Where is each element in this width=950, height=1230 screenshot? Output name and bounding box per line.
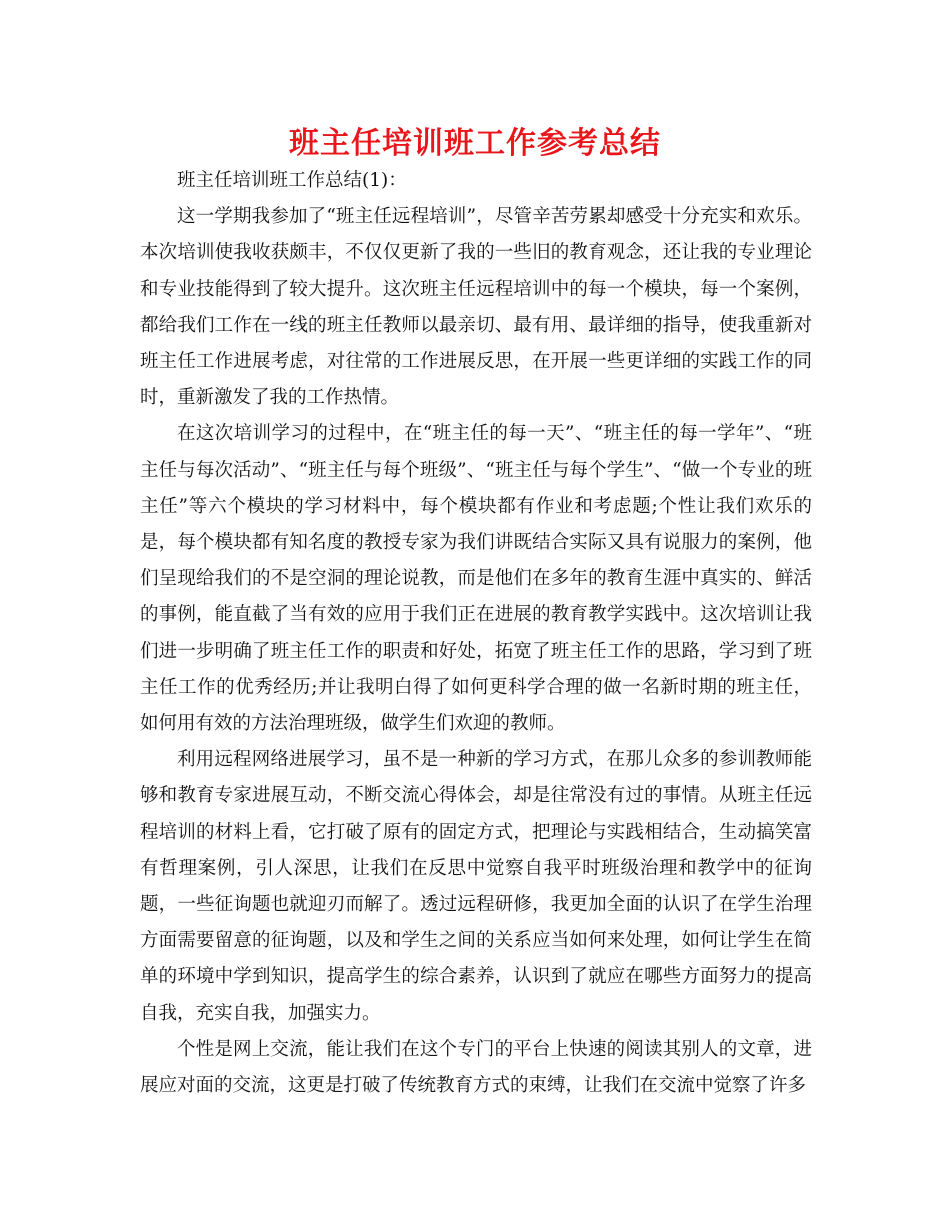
document-title: 班主任培训班工作参考总结 (289, 126, 661, 161)
paragraph-heading: 班主任培训班工作总结(1)： (177, 170, 407, 191)
paragraph: 这一学期我参加了“班主任远程培训”，尽管辛苦劳累却感受十分充实和欢乐。本次培训使我收获颇丰，不仅仅更新了我的一些旧的教育观念，还让我的专业理论和专业技能得到了较大提升。这次班主任远程培训中的每一个模块，每一个案例，都给我们工作在一线的班主任教师以最亲切、最有用、最详细的指导，使我重新对班主任工作进展考虑，对往常的工作进展反思，在开展一些更详细的实践工作的同时，重新激发了我的工作热情。 (140, 206, 812, 409)
paragraph: 个性是网上交流，能让我们在这个专门的平台上快速的阅读其别人的文章，进展应对面的交流，这更是打破了传统教育方式的束缚，让我们在交流中觉察了许多 (140, 1038, 812, 1097)
paragraph: 利用远程网络进展学习，虽不是一种新的学习方式，在那儿众多的参训教师能够和教育专家进展互动，不断交流心得体会，却是往常没有过的事情。从班主任远程培训的材料上看，它打破了原有的固定方式，把理论与实践相结合，生动搞笑富有哲理案例，引人深思，让我们在反思中觉察自我平时班级治理和教学中的征询题，一些征询题也就迎刃而解了。透过远程研修，我更加全面的认识了在学生治理方面需要留意的征询题，以及和学生之间的关系应当如何来处理，如何让学生在简单的环境中学到知识，提高学生的综合素养，认识到了就应在哪些方面努力的提高自我，充实自我，加强实力。 (140, 749, 812, 1024)
paragraph: 在这次培训学习的过程中，在“班主任的每一天”、“班主任的每一学年”、“班主任与每次活动”、“班主任与每个班级”、“班主任与每个学生”、“做一个专业的班主任”等六个模块的学习材料中，每个模块都有作业和考虑题;个性让我们欢乐的是，每个模块都有知名度的教授专家为我们讲既结合实际又具有说服力的案例，他们呈现给我们的不是空洞的理论说教，而是他们在多年的教育生涯中真实的、鲜活的事例，能直截了当有效的应用于我们正在进展的教育教学实践中。这次培训让我们进一步明确了班主任工作的职责和好处，拓宽了班主任工作的思路，学习到了班主任工作的优秀经历;并让我明白得了如何更科学合理的做一名新时期的班主任，如何用有效的方法治理班级，做学生们欢迎的教师。 (140, 423, 812, 735)
document-body (140, 163, 812, 1104)
